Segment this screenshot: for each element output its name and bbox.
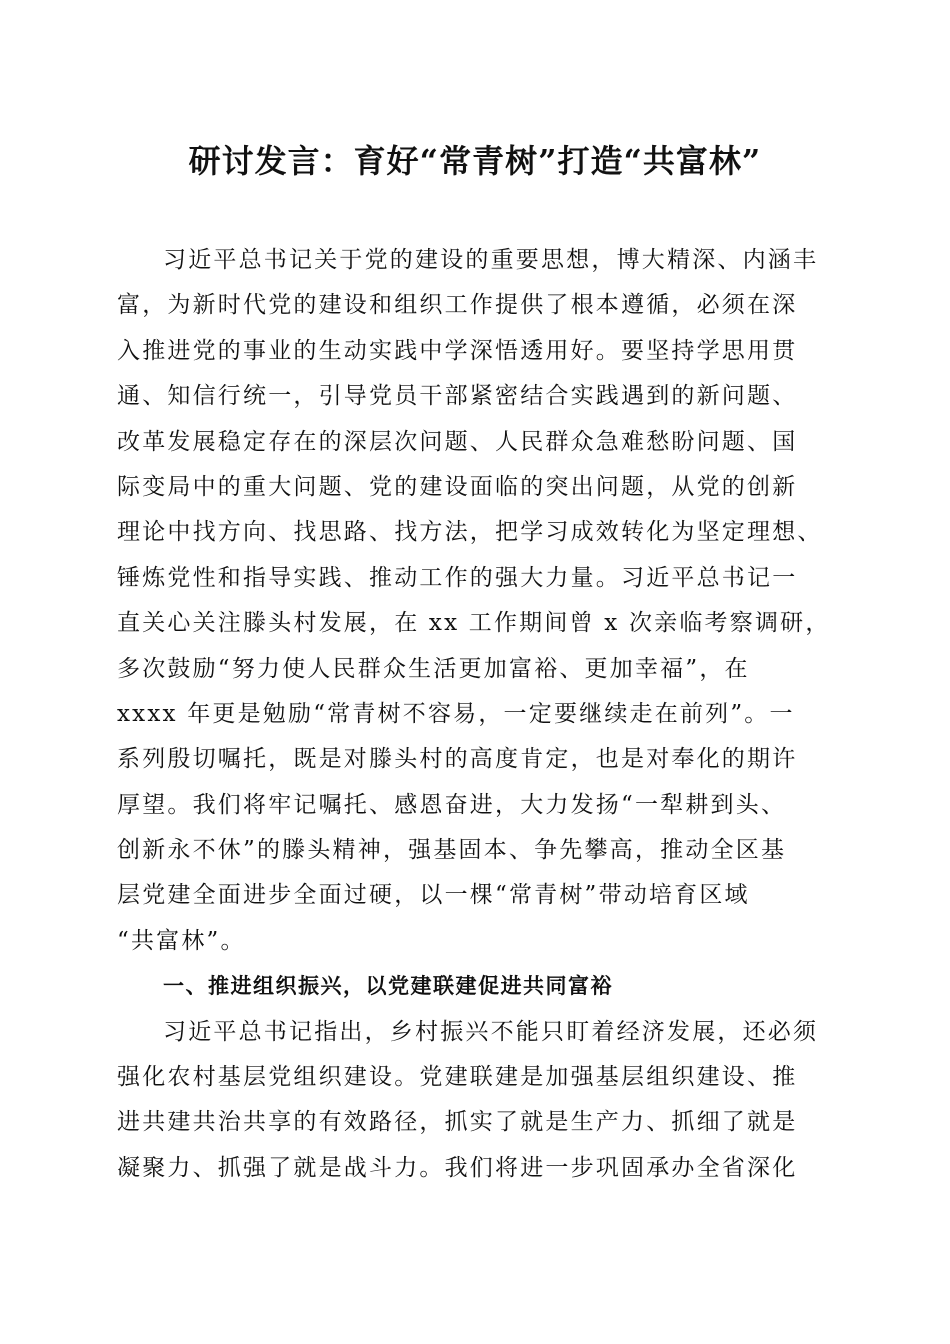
document-body <box>117 238 833 1191</box>
paragraph-line: 习近平总书记关于党的建设的重要思想，博大精深、内涵丰 <box>163 247 819 273</box>
paragraph-line: 际变局中的重大问题、党的建设面临的突出问题，从党的创新 <box>117 473 798 500</box>
paragraph-line: 改革发展稳定存在的深层次问题、人民群众急难愁盼问题、国 <box>117 428 798 455</box>
paragraph-line: 进共建共治共享的有效路径，抓实了就是生产力、抓细了就是 <box>117 1109 798 1136</box>
paragraph-line: 系列殷切嘱托，既是对滕头村的高度肯定，也是对奉化的期许 <box>117 746 798 773</box>
paragraph-line: “共富林”。 <box>117 927 246 954</box>
paragraph-line: 通、知信行统一，引导党员干部紧密结合实践遇到的新问题、 <box>117 383 798 410</box>
paragraph-line: 多次鼓励“努力使人民群众生活更加富裕、更加幸福”，在 <box>117 655 750 682</box>
paragraph-line: 层党建全面进步全面过硬，以一棵“常青树”带动培育区域 <box>117 882 750 909</box>
paragraph-line: 入推进党的事业的生动实践中学深悟透用好。要坚持学思用贯 <box>117 337 798 364</box>
paragraph-line: 强化农村基层党组织建设。党建联建是加强基层组织建设、推 <box>117 1064 798 1091</box>
section-heading: 一、推进组织振兴，以党建联建促进共同富裕 <box>163 974 613 999</box>
paragraph-line: 厚望。我们将牢记嘱托、感恩奋进，大力发扬“一犁耕到头、 <box>117 791 787 818</box>
paragraph-line: 富，为新时代党的建设和组织工作提供了根本遵循，必须在深 <box>117 292 798 319</box>
paragraph-line: 凝聚力、抓强了就是战斗力。我们将进一步巩固承办全省深化 <box>117 1154 798 1181</box>
document-title: 研讨发言：育好“常青树”打造“共富林” <box>188 142 762 180</box>
paragraph-line: 习近平总书记指出，乡村振兴不能只盯着经济发展，还必须 <box>163 1018 819 1045</box>
paragraph-line: 创新永不休”的滕头精神，强基固本、争先攀高，推动全区基 <box>117 837 787 864</box>
paragraph-line: 锤炼党性和指导实践、推动工作的强大力量。习近平总书记一 <box>117 564 798 591</box>
paragraph-line: 直关心关注滕头村发展，在 xx 工作期间曾 x 次亲临考察调研， <box>117 610 831 637</box>
paragraph-line: 理论中找方向、找思路、找方法，把学习成效转化为坚定理想、 <box>117 519 823 546</box>
paragraph-line: xxxx 年更是勉励“常青树不容易，一定要继续走在前列”。一 <box>117 700 795 727</box>
